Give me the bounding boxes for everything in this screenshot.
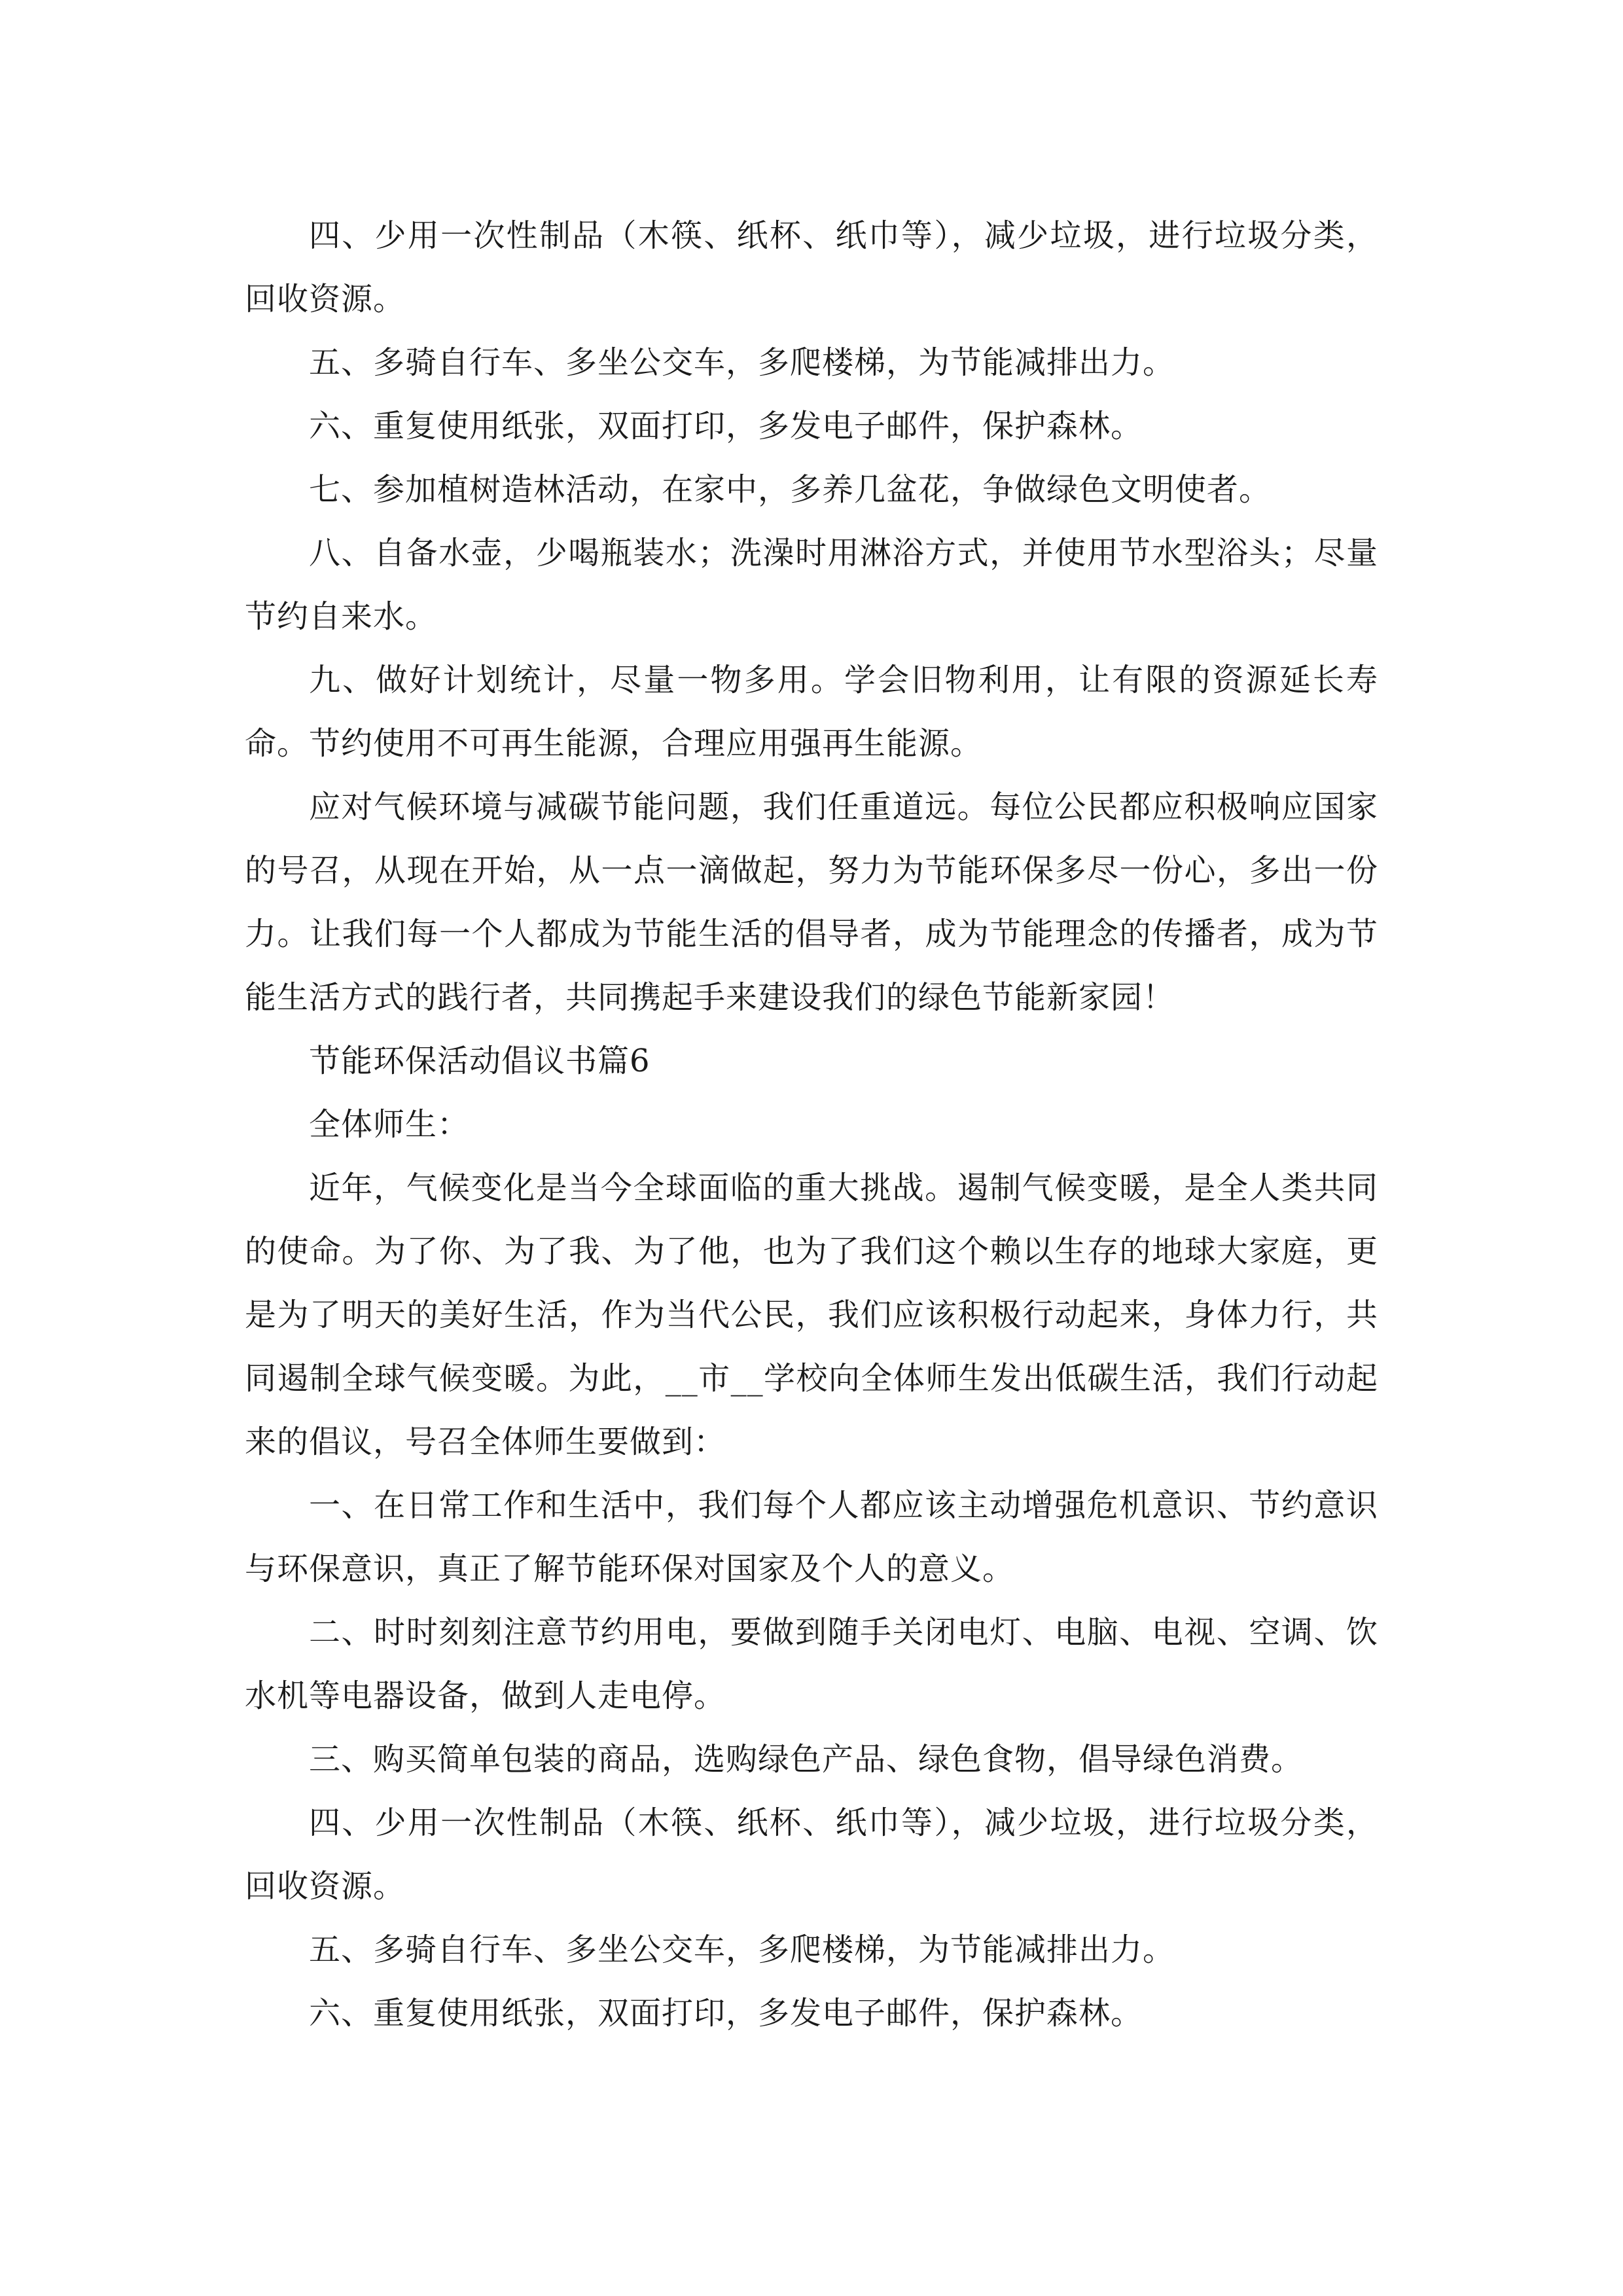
paragraph-item-5b: 五、多骑自行车、多坐公交车，多爬楼梯，为节能减排出力。 — [309, 1931, 1175, 1968]
paragraph-item-7: 七、参加植树造林活动，在家中，多养几盆花，争做绿色文明使者。 — [309, 471, 1272, 508]
document-body — [245, 204, 1378, 2045]
intro-paragraph: 近年，气候变化是当今全球面临的重大挑战。遏制气候变暖，是全人类共同的使命。为了你、为了我、为了他，也为了我们这个赖以生存的地球大家庭，更是为了明天的美好生活，作为当代公民，我们应该积极行动起来，身体力行，共同遏制全球气候变暖。为此，__市__学校向全体师生发出低碳生活，我们行动起来的倡议，号召全体师生要做到： — [245, 1170, 1378, 1460]
paragraph-item-3: 三、购买简单包装的商品，选购绿色产品、绿色食物，倡导绿色消费。 — [309, 1741, 1304, 1778]
paragraph-item-8: 八、自备水壶，少喝瓶装水；洗澡时用淋浴方式，并使用节水型浴头；尽量节约自来水。 — [245, 535, 1378, 635]
closing-paragraph: 应对气候环境与减碳节能问题，我们任重道远。每位公民都应积极响应国家的号召，从现在开始，从一点一滴做起，努力为节能环保多尽一份心，多出一份力。让我们每一个人都成为节能生活的倡导者，成为节能理念的传播者，成为节能生活方式的践行者，共同携起手来建设我们的绿色节能新家园！ — [245, 789, 1378, 1016]
paragraph-item-4: 四、少用一次性制品（木筷、纸杯、纸巾等），减少垃圾，进行垃圾分类，回收资源。 — [245, 217, 1378, 317]
paragraph-item-9: 九、做好计划统计，尽量一物多用。学会旧物利用，让有限的资源延长寿命。节约使用不可再生能源，合理应用强再生能源。 — [245, 662, 1378, 762]
paragraph-item-1: 一、在日常工作和生活中，我们每个人都应该主动增强危机意识、节约意识与环保意识，真正了解节能环保对国家及个人的意义。 — [245, 1487, 1378, 1587]
paragraph-item-4b: 四、少用一次性制品（木筷、纸杯、纸巾等），减少垃圾，进行垃圾分类，回收资源。 — [245, 1804, 1378, 1905]
paragraph-item-5: 五、多骑自行车、多坐公交车，多爬楼梯，为节能减排出力。 — [309, 344, 1175, 381]
paragraph-item-6: 六、重复使用纸张，双面打印，多发电子邮件，保护森林。 — [309, 408, 1143, 444]
salutation: 全体师生： — [309, 1106, 470, 1143]
paragraph-item-6b: 六、重复使用纸张，双面打印，多发电子邮件，保护森林。 — [309, 1995, 1143, 2032]
section-heading: 节能环保活动倡议书篇6 — [309, 1043, 651, 1079]
paragraph-item-2: 二、时时刻刻注意节约用电，要做到随手关闭电灯、电脑、电视、空调、饮水机等电器设备，做到人走电停。 — [245, 1614, 1378, 1714]
